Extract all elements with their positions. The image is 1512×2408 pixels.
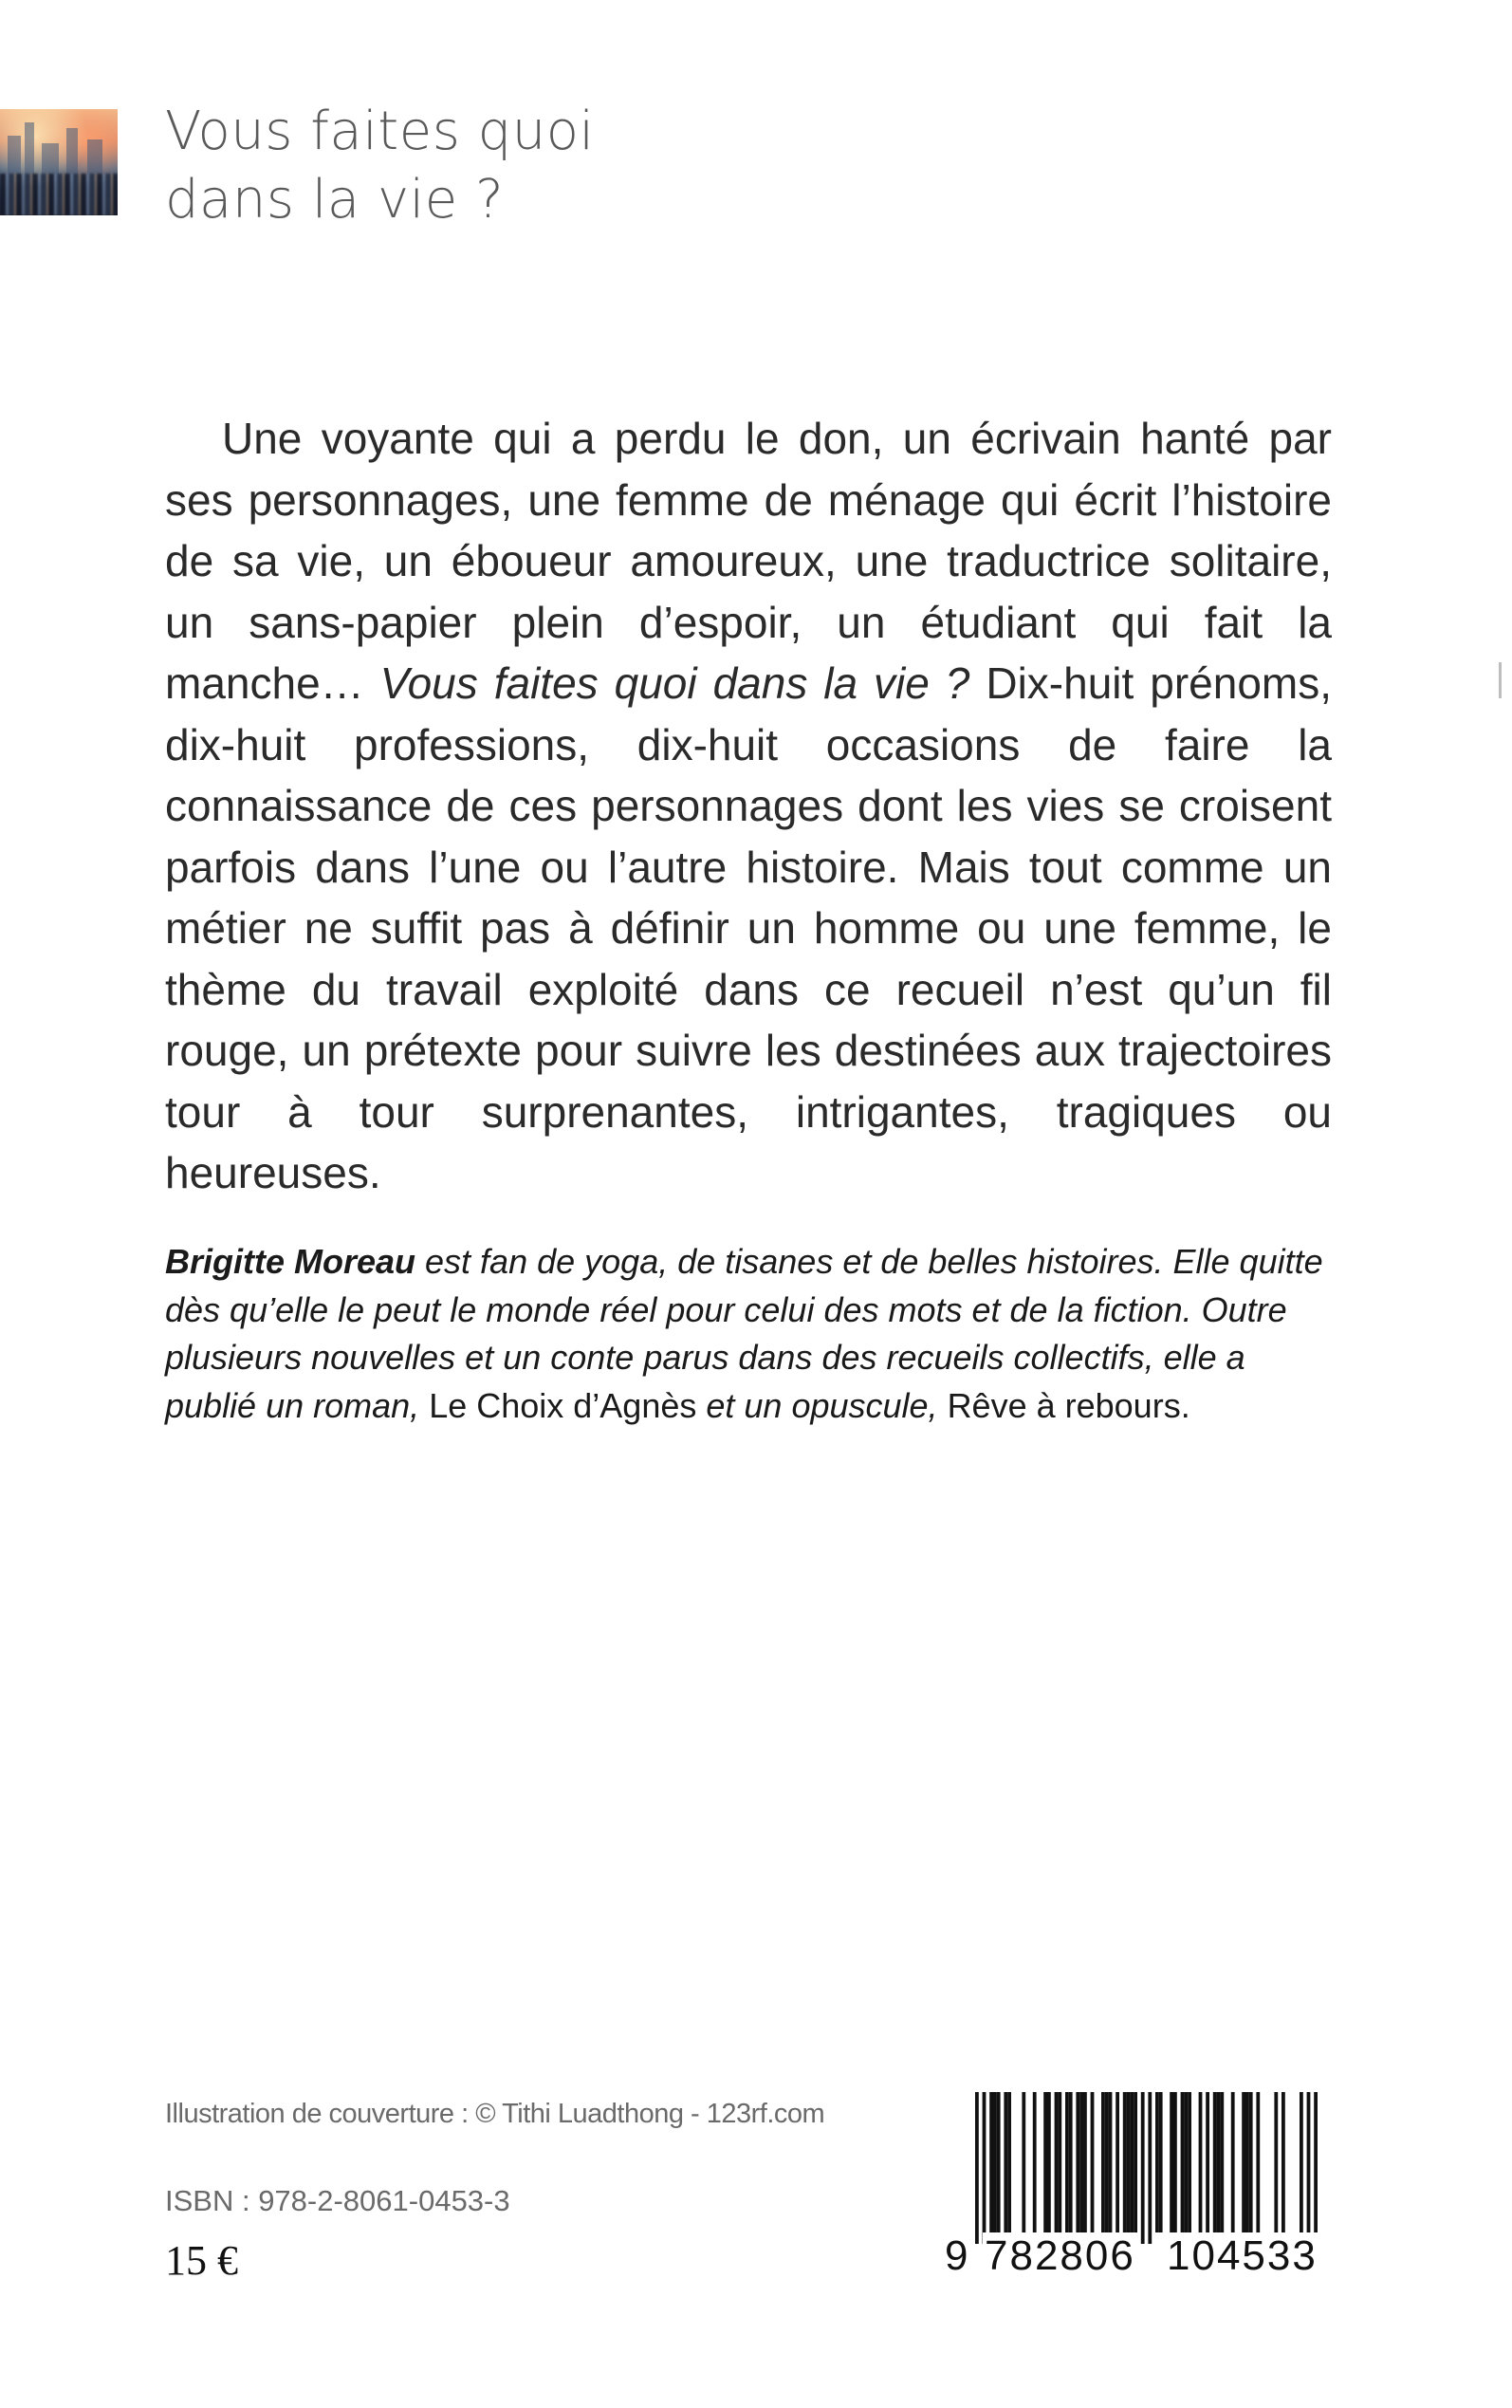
price: 15 € <box>165 2237 238 2284</box>
barcode-bar <box>997 2092 1001 2232</box>
barcode-bar <box>1217 2092 1221 2232</box>
book-title <box>165 98 1019 234</box>
blurb-text-part-2: Dix-huit prénoms, dix-huit professions, dix-huit occasions de faire la connaissance de ces personnages dont les vies se croisent parfois dans l’une ou l’autre histoire. Mais tout comme un métier ne suffit pas à définir un homme ou une femme, le thème du travail exploité dans ce recueil n’est qu’un fil rouge, un prétexte pour suivre les destinées aux trajectoires tour à tour surprenantes, intrigantes, tragiques ou heureuses. <box>165 658 1333 1197</box>
barcode-bar <box>1274 2092 1278 2232</box>
barcode-bar <box>975 2092 979 2244</box>
barcode-bar <box>1184 2092 1188 2232</box>
barcode-bar <box>1105 2092 1109 2232</box>
barcode-bar <box>1047 2092 1051 2232</box>
barcode-bar <box>1116 2092 1119 2232</box>
barcode-right-digits: 104533 <box>1167 2232 1318 2279</box>
author-bio-text-1: est fan de yoga, de tisanes et de belles histoires. Elle quitte dès qu’elle le peut le monde réel pour celui des mots et de la fiction. Outre plusieurs nouvelles et un conte parus dans des recueils collectifs, elle a publié un roman, <box>165 1242 1323 1425</box>
book-blurb <box>165 408 1332 1204</box>
barcode-bar <box>1101 2092 1105 2232</box>
illustration-credit: Illustration de couverture : © Tithi Luadthong - 123rf.com <box>165 2099 825 2129</box>
barcode-bar <box>1173 2092 1177 2232</box>
barcode-bar <box>1170 2092 1173 2232</box>
barcode-bar <box>1079 2092 1083 2232</box>
barcode-bar <box>1055 2092 1059 2232</box>
barcode-left-digits: 782806 <box>985 2232 1135 2279</box>
barcode-bar <box>1242 2092 1245 2232</box>
book-title-line-1: Vous faites quoi <box>165 101 595 162</box>
barcode-bar <box>1199 2092 1203 2232</box>
barcode-bar <box>1159 2092 1163 2232</box>
barcode-bar <box>1109 2092 1113 2232</box>
author-name: Brigitte Moreau <box>165 1242 416 1281</box>
barcode-bar <box>1123 2092 1127 2232</box>
barcode-bar <box>1007 2092 1011 2232</box>
barcode-bar <box>1249 2092 1253 2232</box>
barcode-bar <box>989 2092 993 2232</box>
barcode-bar <box>1231 2092 1235 2232</box>
barcode-bar <box>1058 2092 1061 2232</box>
barcode <box>945 2092 1347 2282</box>
barcode-first-digit: 9 <box>945 2232 970 2279</box>
barcode-bar <box>1134 2092 1137 2232</box>
author-book-2: Rêve à rebours. <box>947 1385 1190 1425</box>
barcode-bar <box>1314 2092 1318 2244</box>
barcode-bar <box>1091 2092 1095 2232</box>
barcode-bar <box>1155 2092 1159 2232</box>
author-bio <box>165 1238 1332 1430</box>
barcode-bar <box>1033 2092 1037 2232</box>
barcode-bar <box>1213 2092 1217 2232</box>
barcode-bar <box>1188 2092 1191 2232</box>
barcode-bar <box>1307 2092 1311 2244</box>
edge-mark <box>1499 662 1502 698</box>
barcode-bar <box>1256 2092 1260 2232</box>
barcode-bar <box>1076 2092 1079 2232</box>
barcode-bar <box>1141 2092 1145 2244</box>
barcode-bar <box>1065 2092 1069 2232</box>
barcode-bar <box>1220 2092 1224 2232</box>
barcode-bar <box>1022 2092 1025 2232</box>
barcode-bar <box>1148 2092 1152 2244</box>
barcode-bar <box>1083 2092 1087 2232</box>
barcode-bar <box>1245 2092 1249 2232</box>
barcode-bar <box>1127 2092 1131 2232</box>
barcode-bar <box>1069 2092 1073 2232</box>
barcode-bar <box>1130 2092 1134 2232</box>
barcode-bar <box>1004 2092 1007 2232</box>
author-bio-text-2: et un opuscule, <box>696 1385 948 1425</box>
book-title-line-2: dans la vie ? <box>165 169 505 231</box>
blurb-text-part-1: Une voyante qui a perdu le don, un écrivain hanté par ses personnages, une femme de ménage qui écrit l’histoire de sa vie, un éboueur amoureux, une traductrice solitaire, un sans-papier plein d’espoir, un étudiant qui fait la manche… <box>165 414 1332 708</box>
barcode-bar <box>1282 2092 1285 2232</box>
barcode-bar <box>1300 2092 1303 2232</box>
barcode-bars <box>949 2092 1347 2244</box>
barcode-bar <box>1206 2092 1209 2232</box>
barcode-bar <box>993 2092 997 2232</box>
cover-illustration-thumbnail <box>0 109 118 215</box>
blurb-italic-title: Vous faites quoi dans la vie ? <box>379 658 970 708</box>
author-book-1: Le Choix d’Agnès <box>429 1385 697 1425</box>
barcode-bar <box>983 2092 986 2244</box>
barcode-bar <box>1043 2092 1047 2232</box>
barcode-bar <box>1181 2092 1185 2232</box>
isbn: ISBN : 978-2-8061-0453-3 <box>165 2184 510 2217</box>
